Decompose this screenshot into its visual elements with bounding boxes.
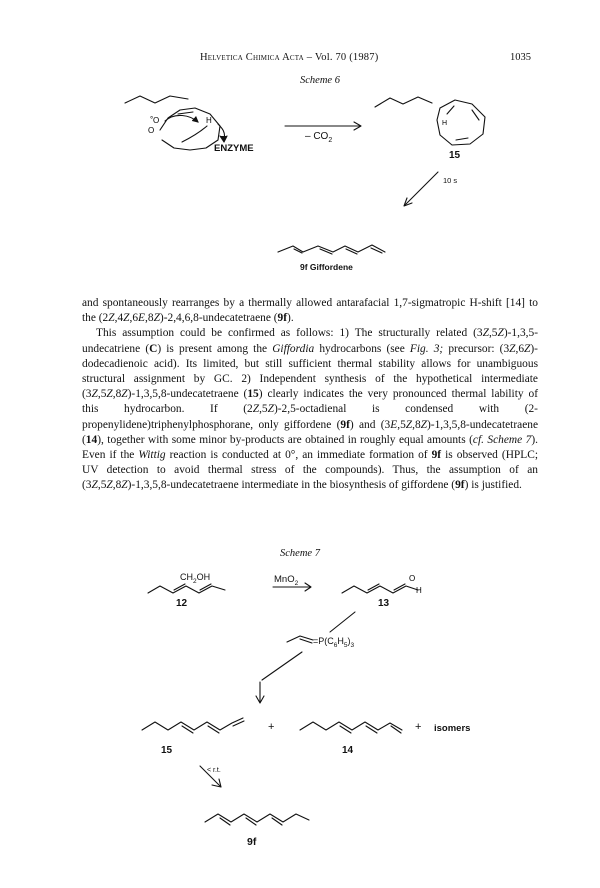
text-run: Z xyxy=(106,388,113,401)
text-run: ,6 xyxy=(129,312,139,325)
text-run: Giffordia xyxy=(272,342,315,355)
running-title: Helvetica Chimica Acta – Vol. 70 (1987) xyxy=(200,52,379,63)
enzyme-label: ENZYME xyxy=(214,143,254,154)
text-run: C xyxy=(149,342,158,355)
ylide-label: $=P(C_6H_5)_3$ xyxy=(313,636,355,649)
text-run: 14 xyxy=(85,433,98,446)
text-run: ) is justified. xyxy=(464,479,522,492)
compound-15-label: 15 xyxy=(161,745,173,756)
text-run: Z xyxy=(106,479,113,492)
rt-label: < r.t. xyxy=(207,767,221,774)
text-run: ,5 xyxy=(97,479,107,492)
plus-sign-1: + xyxy=(268,721,275,733)
text-run: Fig. 3; xyxy=(409,342,444,355)
giffordene-label: 9f Giffordene xyxy=(300,262,353,272)
text-run: )-1,3,5,8-undecatetraene ( xyxy=(82,418,538,446)
text-run: 9f xyxy=(277,312,288,325)
compound-12-chain xyxy=(148,586,225,593)
text-run: Z xyxy=(524,342,531,355)
text-run: reaction is conducted at 0°, an immediate formation of xyxy=(165,449,432,462)
compound-13-chain xyxy=(342,586,418,593)
o-label: O xyxy=(153,116,160,125)
text-run: )-1,3,5-undecatriene ( xyxy=(82,327,538,355)
svg-text:O: O xyxy=(148,126,155,135)
text-run: Z xyxy=(509,342,516,355)
text-run: Z xyxy=(267,403,274,416)
page-number: 1035 xyxy=(510,52,531,63)
text-run: ,6 xyxy=(515,342,525,355)
text-run: This assumption could be confirmed as follows: 1) The structurally related (3 xyxy=(96,327,483,340)
text-run: Z xyxy=(121,479,128,492)
scheme-6-arrow-label: 10 s xyxy=(443,176,458,185)
plus-sign-2: + xyxy=(415,721,422,733)
ch2oh-label: $CH_2OH$ xyxy=(180,572,211,585)
compound-12-label: 12 xyxy=(176,598,188,609)
compound-15-linear xyxy=(142,718,243,730)
text-run: ,4 xyxy=(114,312,124,325)
text-run: )-1,3,5,8-undecatetraene intermediate in the biosynthesis of giffordene ( xyxy=(127,479,456,492)
text-run: E xyxy=(138,312,146,325)
text-run: ,5 xyxy=(259,403,268,416)
text-run: ,8 xyxy=(412,418,421,431)
h-label: H xyxy=(206,116,212,125)
scheme-7-diagonal-2 xyxy=(262,652,302,680)
scheme-6-compound-15: 15 xyxy=(449,150,461,161)
text-run: E xyxy=(390,418,398,431)
text-run: cf. Scheme 7 xyxy=(472,433,532,446)
text-run: Z xyxy=(123,312,130,325)
text-run: )-1,3,5,8-undecatetraene ( xyxy=(127,388,248,401)
text-run: ) and (3 xyxy=(349,418,391,431)
compound-13-label: 13 xyxy=(378,598,390,609)
text-run: hydrocarbons (see xyxy=(314,342,410,355)
text-run: Wittig xyxy=(138,449,166,462)
text-run: 9f xyxy=(431,449,442,462)
o-minus-label: ° xyxy=(150,115,154,124)
text-run: Z xyxy=(91,388,98,401)
text-run: ,8 xyxy=(112,388,122,401)
text-run: is observed (HPLC; UV detection to avoid thermal stress of the compounds). Thus, the assumption of an (3 xyxy=(82,449,538,492)
aldehyde-h: H xyxy=(416,586,422,595)
text-run: Z xyxy=(420,418,427,431)
aldehyde-o: O xyxy=(409,574,416,583)
text-run: and spontaneously rearranges by a thermally allowed antarafacial 1,7-sigmatropic H-shift [14] to the (2 xyxy=(82,297,538,325)
scheme-7-title: Scheme 7 xyxy=(280,548,320,559)
text-run: Z xyxy=(405,418,413,431)
svg-text:H: H xyxy=(442,120,448,127)
text-run: )-2,5-octadienal is condensed with (2-propenylidene)triphenylphosphorane, only giffordene ( xyxy=(82,403,538,431)
text-run: )-dodecadienoic acid). Its limited, but still sufficient thermal stability allows for unambiguous structural assignment by GC. 2) Independent synthesis of the hypothetical intermediate (3 xyxy=(82,342,538,401)
text-run: Z xyxy=(108,312,115,325)
text-run: Z xyxy=(252,403,260,416)
text-run: ,5 xyxy=(488,327,498,340)
text-run: )-2,4,6,8-undecatetraene ( xyxy=(159,312,278,325)
text-run: ) is present among the xyxy=(157,342,273,355)
text-run: 9f xyxy=(340,418,350,431)
text-run: 9f xyxy=(455,479,465,492)
text-run: Z xyxy=(482,327,489,340)
text-run: ), together with some minor by-products are obtained in roughly equal amounts ( xyxy=(97,433,473,446)
text-run: ). Even if the xyxy=(82,433,539,462)
text-run: precursor: (3 xyxy=(443,342,510,355)
text-run: ). xyxy=(287,312,294,325)
text-run: ,5 xyxy=(97,388,107,401)
text-run: Z xyxy=(121,388,128,401)
scheme-6-reagent: – $CO_2$ xyxy=(305,131,333,144)
text-run: Z xyxy=(153,312,160,325)
text-run: ,8 xyxy=(145,312,154,325)
text-run: ,5 xyxy=(397,418,406,431)
text-run: 15 xyxy=(247,388,259,401)
isomers-label: isomers xyxy=(434,723,471,734)
compound-9f-label: 9f xyxy=(247,836,257,848)
compound-14-label: 14 xyxy=(342,745,354,756)
text-run: Z xyxy=(91,479,98,492)
scheme-6-title: Scheme 6 xyxy=(300,75,340,86)
mno2-label: MnO$_2$ xyxy=(274,574,299,587)
text-run: ) clearly indicates the very pronounced thermal lability of this hydrocarbon. If (2 xyxy=(82,388,538,416)
text-run: ,8 xyxy=(112,479,122,492)
scheme-7-diagonal-1 xyxy=(330,612,355,632)
compound-14-linear xyxy=(300,722,402,730)
text-run: Z xyxy=(497,327,504,340)
